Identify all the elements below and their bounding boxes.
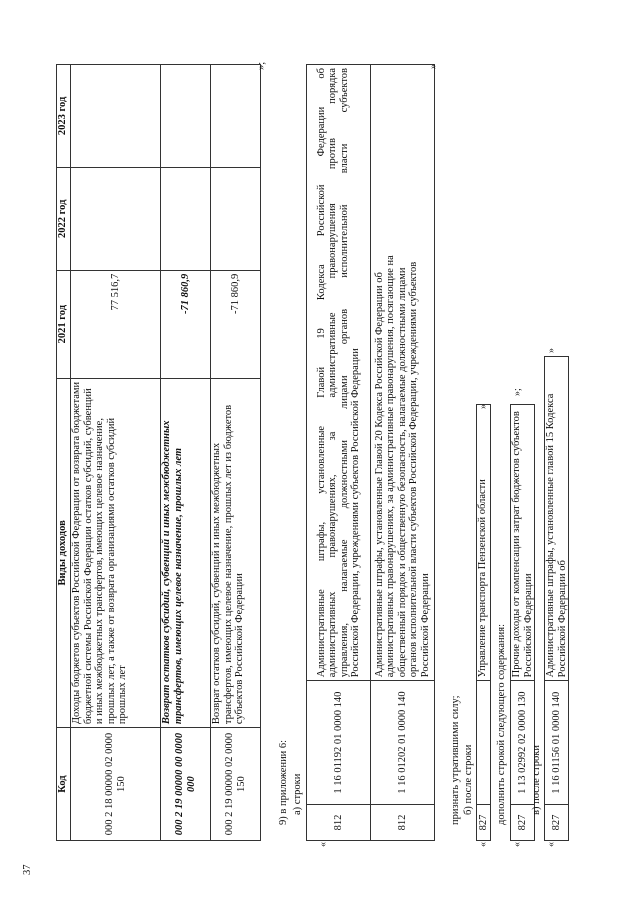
- table-row: [211, 65, 261, 841]
- code-cell: 1 16 01156 01 0000 140: [545, 681, 569, 805]
- quote-close-mark: »: [478, 404, 489, 409]
- chapter-cell: 827: [511, 805, 535, 841]
- row-value-2023: [161, 65, 211, 168]
- code-cell: 1 13 02992 02 0000 130: [511, 681, 535, 805]
- quote-open-mark: «: [478, 842, 489, 847]
- row-value-2021: -71 860,9: [211, 270, 261, 378]
- quote-close-mark: »: [546, 348, 557, 353]
- paragraph-b: б) после строки: [463, 744, 474, 815]
- description-line: административных правонарушениях, за административные правонарушения против порядка: [327, 68, 338, 678]
- description-line: Административные штрафы, установленные Главой 19 Кодекса Российской Федерации об: [315, 68, 327, 678]
- row-code: 000 2 18 00000 02 0000 150: [71, 728, 161, 841]
- chapter-cell: 827: [477, 805, 491, 841]
- header-2022: 2022 год: [57, 167, 71, 270]
- row-value-2022: [211, 167, 261, 270]
- fines-15-row-table: [544, 356, 569, 841]
- fines-table: [306, 64, 435, 841]
- transport-row-table: [476, 404, 491, 841]
- row-code: 000 2 19 00000 00 0000 000: [161, 728, 211, 841]
- quote-close-mark: »;: [512, 388, 523, 396]
- description-cell: [307, 65, 371, 681]
- page-number: 37: [22, 864, 33, 875]
- code-cell: [477, 681, 491, 805]
- description-cell: Прочие доходы от компенсации затрат бюджетов субъектов Российской Федерации: [511, 405, 535, 681]
- row-description: Возврат остатков субсидий, субвенций и иных межбюджетных трансфертов, имеющих целевое назначение, прошлых лет: [161, 378, 211, 728]
- row-code: 000 2 19 00000 02 0000 150: [211, 728, 261, 841]
- table-row: [161, 65, 211, 841]
- description-line: управления, налагаемые должностными лицами органов исполнительной власти субъектов: [338, 68, 350, 678]
- row-value-2021: -71 860,9: [161, 270, 211, 378]
- description-line: Административные штрафы, установленные Главой 20 Кодекса Российской Федерации об: [373, 272, 385, 678]
- row-description: Доходы бюджетов субъектов Российской Федерации от возврата бюджетами бюджетной системы Российской Федерации остатков субсидий, субвенций и иных межбюджетных трансфертов, имеющих целевое назначение, прошлых лет, а также от возврата организациями остатков субсидий прошлых лет: [71, 378, 161, 728]
- header-code: Код: [57, 728, 71, 841]
- paragraph-v: в) после строки: [531, 745, 542, 815]
- table-row: [71, 65, 161, 841]
- header-2023: 2023 год: [57, 65, 71, 168]
- description-line: административных правонарушениях, за административные правонарушения, посягающие на: [385, 255, 397, 678]
- description-cell: [371, 65, 435, 681]
- add-row-note: дополнить строкой следующего содержания:: [496, 623, 507, 825]
- row-value-2022: [161, 167, 211, 270]
- header-income-types: Виды доходов: [57, 378, 71, 728]
- description-line: общественный порядок и общественную безопасность, налагаемые должностными лицами: [396, 267, 408, 678]
- table-row: [545, 357, 569, 841]
- paragraph-9: 9) в приложении 6:: [278, 739, 289, 825]
- code-cell: 1 16 01192 01 0000 140: [307, 681, 371, 805]
- description-line: органов исполнительной власти субъектов Российской Федерации, учреждениями субъектов: [408, 261, 420, 678]
- income-table-end-mark: »;: [256, 61, 267, 70]
- chapter-cell: 827: [545, 805, 569, 841]
- invalid-note: признать утратившими силу;: [450, 695, 461, 825]
- quote-close-mark: »: [428, 64, 439, 69]
- header-2021: 2021 год: [57, 270, 71, 378]
- row-value-2023: [211, 65, 261, 168]
- code-cell: 1 16 01202 01 0000 140: [371, 681, 435, 805]
- description-cell: Управление транспорта Пензенской области: [477, 405, 491, 681]
- chapter-cell: 812: [371, 805, 435, 841]
- chapter-cell: 812: [307, 805, 371, 841]
- table-row: [307, 65, 371, 841]
- row-value-2022: [71, 167, 161, 270]
- table-row: [477, 405, 491, 841]
- paragraph-a: а) строки: [292, 773, 303, 815]
- table-row: [371, 65, 435, 841]
- row-value-2023: [71, 65, 161, 168]
- description-cell: Административные штрафы, установленные главой 15 Кодекса Российской Федерации об: [545, 357, 569, 681]
- description-line: Российской Федерации: [419, 573, 431, 678]
- description-line: Российской Федерации, учреждениями субъектов Российской Федерации: [350, 348, 361, 678]
- quote-open-mark: «: [546, 842, 557, 847]
- income-table: [56, 64, 261, 841]
- row-value-2021: 77 516,7: [71, 270, 161, 378]
- quote-open-mark: «: [512, 842, 523, 847]
- quote-open-mark: «: [318, 842, 329, 847]
- row-description: Возврат остатков субсидий, субвенций и иных межбюджетных трансфертов, имеющих целевое назначение, прошлых лет из бюджетов субъектов Российской Федерации: [211, 378, 261, 728]
